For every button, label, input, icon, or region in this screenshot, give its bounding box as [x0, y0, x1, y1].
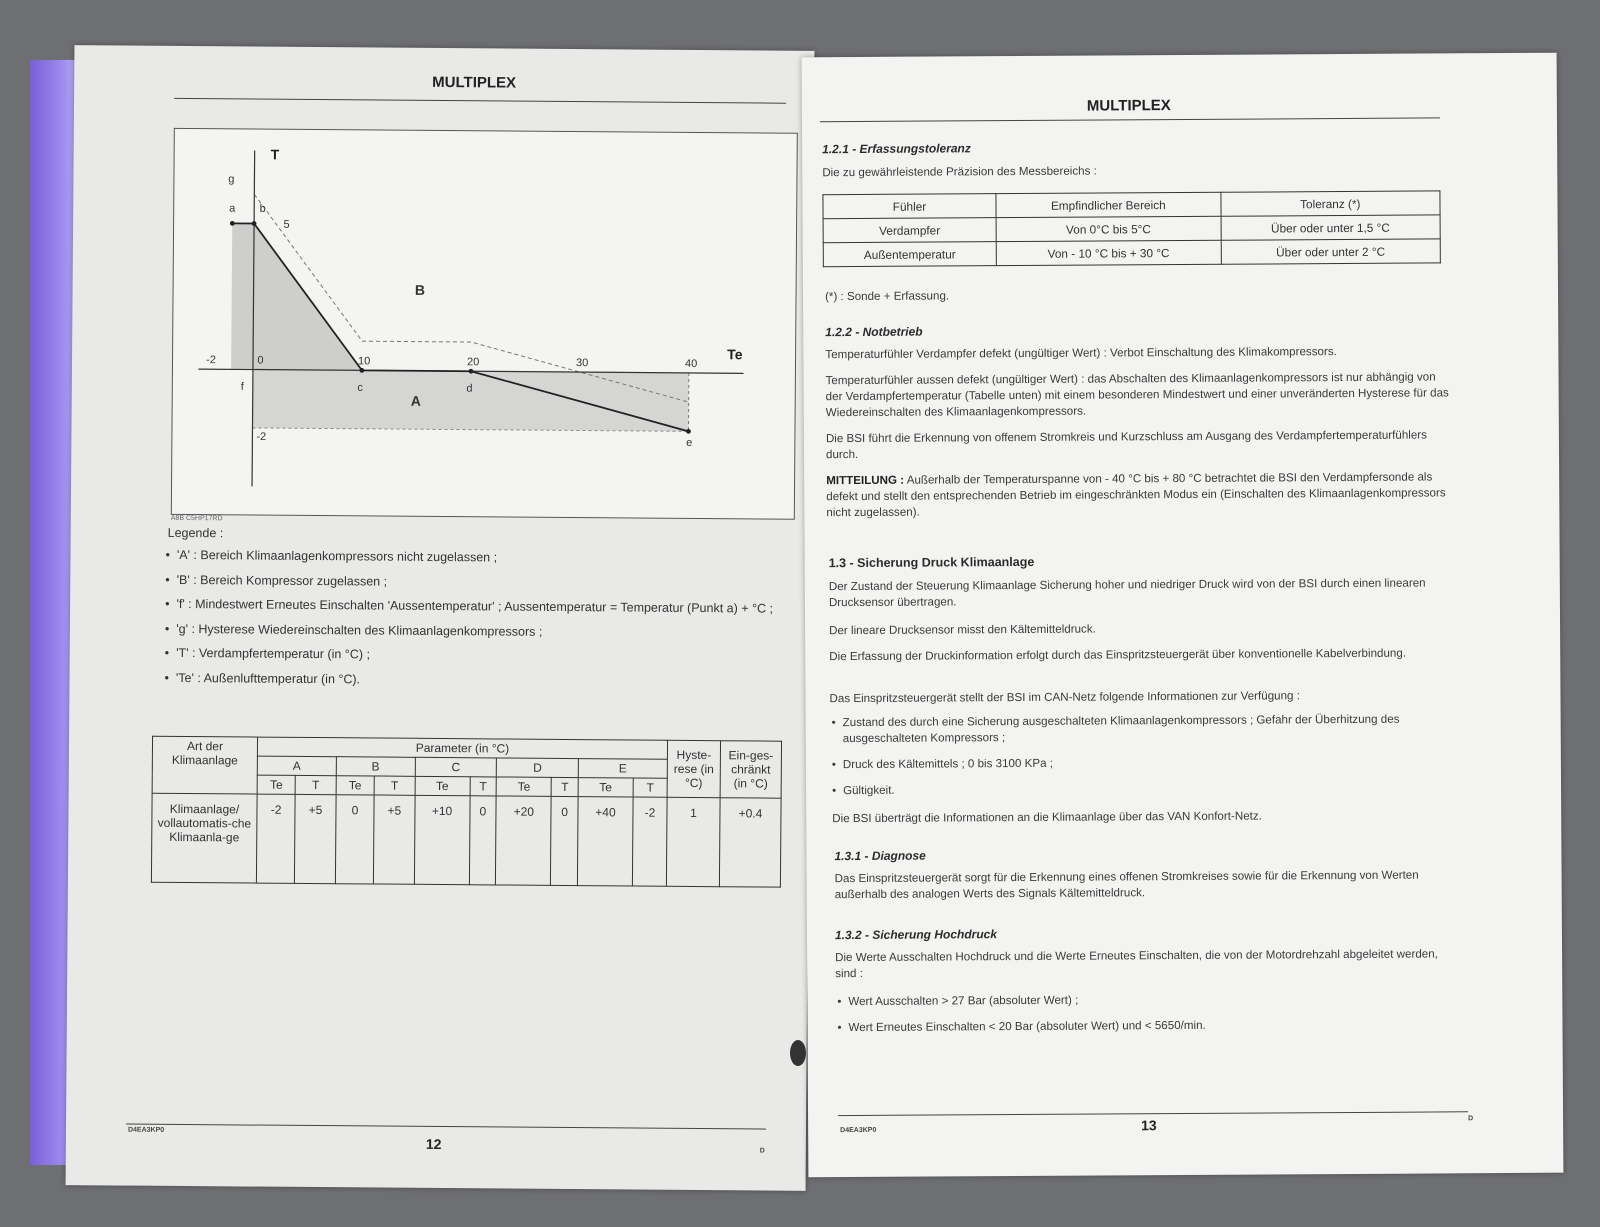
footer-mark: D [759, 1147, 765, 1155]
legend-item: • 'T' : Verdampfertemperatur (in °C) ; [165, 646, 815, 665]
chart-source-code: A8B C5HP17RD [170, 514, 223, 523]
table-group-header: B [336, 757, 415, 777]
table-cell: Verdampfer [823, 218, 996, 243]
table-sub-header: Te [336, 776, 374, 795]
region-a-fill [252, 370, 688, 432]
table-sub-header: Te [496, 777, 551, 796]
paragraph: Der lineare Drucksensor misst den Kältemitteldruck. [829, 622, 1096, 638]
table-header: Toleranz (*) [1221, 191, 1441, 216]
paragraph: Temperaturfühler Verdampfer defekt (ungültiger Wert) : Verbot Einschaltung des Klimakompressors. [825, 345, 1337, 362]
data-point [469, 369, 474, 374]
table-sub-header: Te [257, 775, 295, 794]
list-item: • Druck des Kältemittels ; 0 bis 3100 KPa ; [832, 753, 1462, 773]
legend-item: • 'A' : Bereich Klimaanlagenkompressors nicht zugelassen ; [165, 548, 815, 567]
table-cell: -2 [256, 794, 295, 883]
table-group-header: C [415, 757, 497, 777]
table-header: Fühler [823, 194, 996, 219]
point-label: c [357, 381, 363, 394]
legend-item: • 'g' : Hysterese Wiedereinschalten des Klimaanlagenkompressors ; [165, 621, 815, 640]
table-cell: +20 [496, 796, 552, 885]
parameter-table [151, 736, 782, 888]
table-header-art: Art der Klimaanlage [152, 736, 257, 794]
tolerance-note: (*) : Sonde + Erfassung. [825, 289, 950, 304]
list-item: • Gültigkeit. [832, 779, 1462, 799]
table-sub-header: Te [578, 778, 633, 797]
x-axis-title: Te [727, 346, 743, 363]
table-sub-header: T [295, 775, 336, 794]
footer-code: D4EA3KP0 [840, 1126, 877, 1135]
table-cell-eingeschraenkt: +0.4 [719, 798, 781, 887]
paragraph: Die BSI überträgt die Informationen an die Klimaanlage über das VAN Konfort-Netz. [832, 809, 1262, 826]
y-axis-title: T [270, 146, 280, 163]
paragraph: Die BSI führt die Erkennung von offenem Stromkreis und Kurzschluss am Ausgang des Verdampfertemperaturfühlers durch. [825, 428, 1427, 462]
table-group-header: D [497, 758, 579, 778]
notice-paragraph [826, 469, 1451, 521]
binding-hole [790, 1040, 806, 1066]
point-label: g [228, 173, 235, 186]
section-title-1-3-1: 1.3.1 - Diagnose [834, 848, 926, 864]
table-cell: -2 [632, 797, 667, 886]
data-point [252, 221, 257, 226]
table-cell: Über oder unter 2 °C [1221, 239, 1441, 264]
legend-list [164, 548, 815, 700]
paragraph: Das Einspritzsteuergerät stellt der BSI im CAN-Netz folgende Informationen zur Verfügung : [829, 689, 1300, 706]
paragraph: Das Einspritzsteuergerät sorgt für die Erkennung eines offenen Stromkreises sowie für die Erkennung von Werten außerhalb des analogen Werts des Signals Kältemitteldruck. [834, 868, 1419, 902]
table-header-parameter: Parameter (in °C) [257, 737, 667, 759]
section-title-1-2-1: 1.2.1 - Erfassungstoleranz [822, 141, 971, 157]
notice-label: MITTEILUNG : [826, 473, 905, 488]
data-point [686, 429, 691, 434]
threshold-chart [170, 128, 798, 523]
paragraph: Der Zustand der Steuerung Klimaanlage Sicherung hoher und niedriger Druck wird von der BSI durch einen linearen Drucksensor übertragen. [828, 576, 1426, 610]
list-item: • Wert Ausschalten > 27 Bar (absoluter Wert) ; [837, 990, 1467, 1010]
table-header: Empfindlicher Bereich [996, 192, 1221, 217]
x-tick-label: 40 [684, 357, 698, 371]
footer-code: D4EA3KP0 [127, 1126, 165, 1134]
table-cell: +10 [414, 795, 470, 884]
data-point [230, 221, 235, 226]
left-page [66, 45, 815, 1191]
footer-mark: D [1468, 1115, 1474, 1123]
list-item: • Wert Erneutes Einschalten < 20 Bar (absoluter Wert) und < 5650/min. [837, 1016, 1467, 1036]
table-cell: Außentemperatur [823, 242, 996, 267]
header-rule [820, 117, 1440, 122]
table-cell: 0 [335, 795, 374, 884]
table-cell: +5 [295, 794, 336, 883]
legend-item: • 'f' : Mindestwert Erneutes Einschalten 'Aussentemperatur' ; Aussentemperatur = Temperatur (Punkt a) + °C ; [165, 597, 815, 616]
point-label: f [240, 380, 244, 393]
legend-item: • 'B' : Bereich Kompressor zugelassen ; [165, 572, 815, 591]
point-label: d [466, 382, 473, 395]
point-label: e [686, 436, 693, 449]
table-sub-header: T [470, 777, 497, 796]
table-group-header: E [578, 759, 667, 779]
tolerance-table [822, 190, 1440, 267]
y-tick-label: -2 [256, 430, 267, 444]
table-header-eingeschraenkt: Ein-ges-chränkt (in °C) [720, 741, 781, 798]
header-rule [174, 98, 786, 104]
table-group-header: A [257, 756, 336, 776]
section-title-1-2-2: 1.2.2 - Notbetrieb [825, 324, 923, 340]
point-label: b [259, 202, 266, 215]
table-cell: 0 [469, 796, 496, 885]
x-tick-label: 20 [466, 356, 480, 369]
legend-title: Legende : [167, 525, 224, 541]
x-tick-label: 0 [257, 354, 264, 367]
table-cell: +40 [577, 797, 633, 886]
data-point [360, 368, 365, 373]
table-cell-hysterese: 1 [666, 797, 720, 886]
chart-svg [172, 129, 797, 519]
region-label: B [414, 281, 426, 298]
page-header: MULTIPLEX [432, 73, 517, 92]
table-sub-header: Te [415, 776, 470, 795]
section-intro: Die zu gewährleistende Präzision des Messbereichs : [822, 164, 1097, 180]
table-sub-header: T [633, 778, 667, 797]
region-b-fill [231, 223, 363, 370]
table-cell: Von 0°C bis 5°C [996, 216, 1221, 241]
section-title-1-3: 1.3 - Sicherung Druck Klimaanlage [828, 554, 1035, 571]
table-cell: Über oder unter 1,5 °C [1221, 215, 1441, 240]
paragraph: Die Werte Ausschalten Hochdruck und die Werte Erneutes Einschalten, die von der Motordrehzahl abgeleitet werden, sind : [835, 947, 1438, 981]
paragraph: Temperaturfühler aussen defekt (ungültiger Wert) : das Abschalten des Klimaanlagenkompressors ist nur abhängig von der Verdampfertemperatur (Tabelle unten) mit einem besonderen Mindestwert und einer unveränderten Hysterese für das Wiedereinschalten des Klimaanlagenkompressors. [825, 370, 1449, 420]
region-label: A [410, 392, 421, 409]
threshold-bullet-list [837, 990, 1467, 1046]
x-tick-label: -2 [206, 354, 216, 367]
point-label: a [229, 202, 236, 215]
x-tick-label: 30 [575, 357, 589, 370]
table-cell: +5 [374, 795, 415, 884]
page-header: MULTIPLEX [1086, 97, 1171, 115]
page-number: 13 [1141, 1117, 1157, 1134]
footer-rule [126, 1124, 766, 1130]
paragraph: Die Erfassung der Druckinformation erfolgt durch das Einspritzsteuergerät über konventionelle Kabelverbindung. [829, 646, 1407, 664]
x-tick-label: 10 [357, 355, 371, 368]
list-item: • Zustand des durch eine Sicherung ausgeschalteten Klimaanlagenkompressors ; Gefahr der Überhitzung des ausgeschalteten Kompressors ; [832, 711, 1462, 747]
right-page [802, 53, 1564, 1178]
table-header-hysterese: Hyste-rese (in °C) [667, 740, 720, 797]
y-tick-label: 5 [283, 218, 290, 231]
page-number: 12 [425, 1135, 442, 1153]
notice-text: Außerhalb der Temperaturspanne von - 40 °C bis + 80 °C betrachtet die BSI den Verdampfersonde als defekt und stellt den entsprechenden Betrieb im eingeschränkten Modus ein (Einschalten des Klimaanlagenkompressors nicht zugelassen). [826, 470, 1446, 520]
table-sub-header: T [374, 776, 415, 795]
section-title-1-3-2: 1.3.2 - Sicherung Hochdruck [834, 927, 998, 943]
legend-item: • 'Te' : Außenlufttemperatur (in °C). [164, 670, 814, 689]
footer-rule [838, 1111, 1468, 1116]
info-bullet-list [832, 711, 1463, 809]
table-sub-header: T [551, 777, 578, 796]
table-cell: 0 [551, 796, 578, 885]
table-row-label: Klimaanlage/ vollautomatis-che Klimaanla-ge [151, 793, 257, 883]
table-cell: Von - 10 °C bis + 30 °C [996, 240, 1221, 265]
